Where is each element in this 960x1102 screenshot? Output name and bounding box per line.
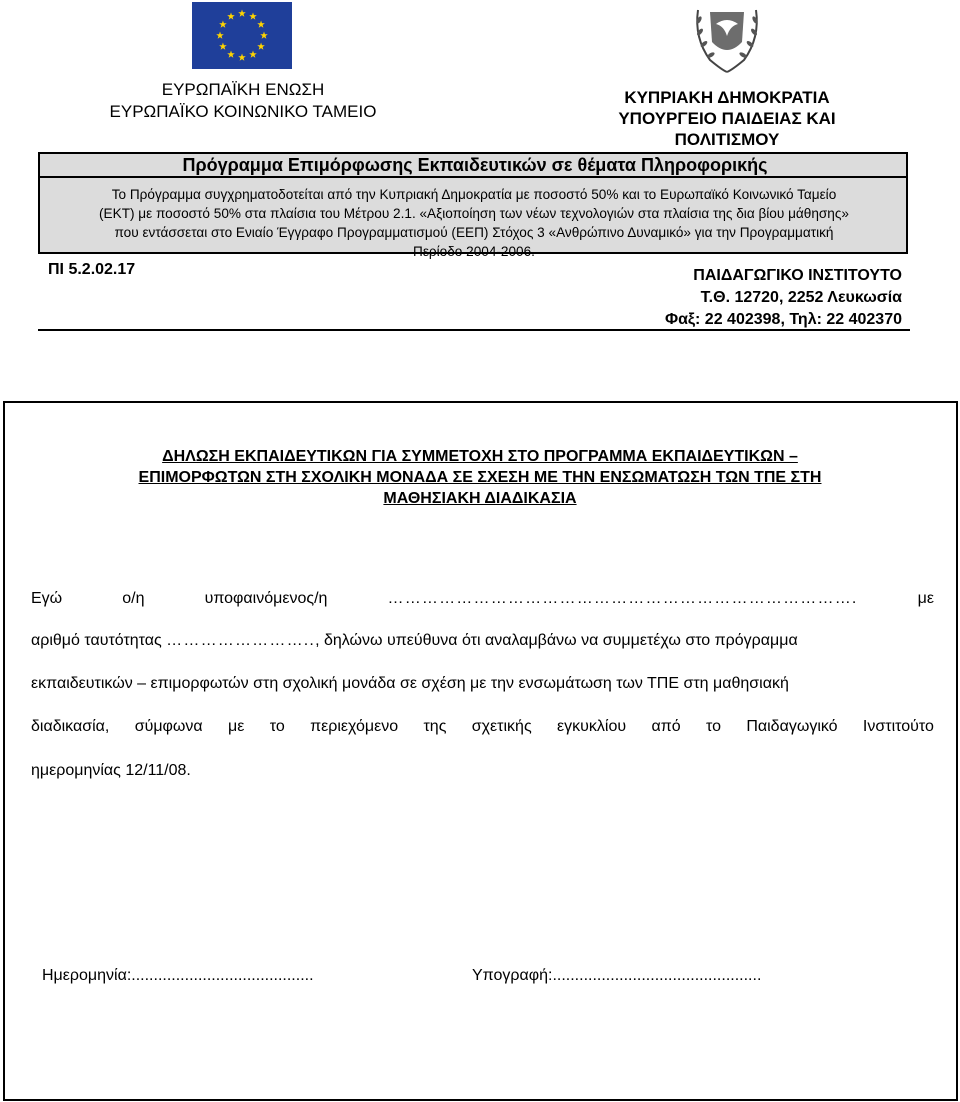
- institute-address: Τ.Θ. 12720, 2252 Λευκωσία: [700, 289, 902, 306]
- eu-star-icon: [260, 32, 268, 39]
- form-title-line: ΔΗΛΩΣΗ ΕΚΠΑΙΔΕΥΤΙΚΩΝ ΓΙΑ ΣΥΜΜΕΤΟΧΗ ΣΤΟ ΠΡΟΓΡΑΜΜΑ ΕΚΠΑΙΔΕΥΤΙΚΩΝ –: [162, 448, 798, 465]
- eu-star-icon: [216, 32, 224, 39]
- declaration-word: διαδικασία,: [31, 718, 110, 735]
- eu-star-icon: [249, 51, 257, 58]
- name-blank-field[interactable]: ……………………………………………………………………….: [387, 590, 858, 607]
- id-number-blank-field[interactable]: ……………………..: [166, 632, 316, 649]
- institute-name: ΠΑΙΔΑΓΩΓΙΚΟ ΙΝΣΤΙΤΟΥΤΟ: [693, 267, 902, 284]
- signature-field[interactable]: Υπογραφή:...............................................: [472, 967, 762, 984]
- declaration-word: με: [917, 590, 934, 607]
- declaration-word: εγκυκλίου: [557, 718, 627, 735]
- declaration-word: το: [705, 718, 721, 735]
- declaration-word: από: [651, 718, 681, 735]
- header-bottom-rule: [38, 329, 910, 331]
- institute-contact: Φαξ: 22 402398, Τηλ: 22 402370: [664, 311, 902, 328]
- program-title: Πρόγραμμα Επιμόρφωσης Εκπαιδευτικών σε θέματα Πληροφορικής: [182, 155, 768, 175]
- eu-star-icon: [257, 21, 265, 28]
- declaration-line-5: ημερομηνίας 12/11/08.: [31, 762, 191, 779]
- declaration-word: Παιδαγωγικό: [746, 718, 838, 735]
- declaration-line-3: εκπαιδευτικών – επιμορφωτών στη σχολική μονάδα σε σχέση με την ενσωμάτωση των ΤΠΕ στη μαθησιακή: [31, 675, 789, 692]
- program-desc-line: Περίοδο 2004-2006.: [413, 244, 535, 259]
- declaration-line-2: [31, 631, 934, 651]
- declaration-line-4: [31, 717, 934, 737]
- cy-header-line-1: ΚΥΠΡΙΑΚΗ ΔΗΜΟΚΡΑΤΙΑ: [624, 88, 830, 107]
- declaration-word: της: [423, 718, 447, 735]
- declaration-word: Ινστιτούτο: [862, 718, 934, 735]
- date-field[interactable]: Ημερομηνία:.........................................: [42, 967, 314, 984]
- form-title-line: ΜΑΘΗΣΙΑΚΗ ΔΙΑΔΙΚΑΣΙΑ: [383, 490, 577, 507]
- eu-header-line-1: ΕΥΡΩΠΑΪΚΗ ΕΝΩΣΗ: [161, 80, 325, 99]
- cyprus-emblem-icon: [688, 2, 766, 74]
- declaration-word: με: [228, 718, 245, 735]
- form-title-line: ΕΠΙΜΟΡΦΩΤΩΝ ΣΤΗ ΣΧΟΛΙΚΗ ΜΟΝΑΔΑ ΣΕ ΣΧΕΣΗ ΜΕ ΤΗΝ ΕΝΣΩΜΑΤΩΣΗ ΤΩΝ ΤΠΕ ΣΤΗ: [138, 469, 822, 486]
- declaration-word: περιεχόμενο: [310, 718, 399, 735]
- cy-header-line-2: ΥΠΟΥΡΓΕΙΟ ΠΑΙΔΕΙΑΣ ΚΑΙ: [618, 109, 836, 128]
- eu-star-icon: [227, 12, 235, 19]
- eu-star-icon: [257, 43, 265, 50]
- declaration-text: , δηλώνω υπεύθυνα ότι αναλαμβάνω να συμμετέχω στο πρόγραμμα: [315, 632, 798, 649]
- eu-star-icon: [219, 43, 227, 50]
- cy-header-line-3: ΠΟΛΙΤΙΣΜΟΥ: [674, 130, 780, 149]
- reference-code: ΠΙ 5.2.02.17: [48, 261, 136, 278]
- id-label: αριθμό ταυτότητας: [31, 632, 167, 649]
- declaration-word: σύμφωνα: [134, 718, 203, 735]
- declaration-line-1: [31, 589, 934, 609]
- eu-star-icon: [249, 12, 257, 19]
- eu-star-icon: [227, 51, 235, 58]
- program-desc-line: (ΕΚΤ) με ποσοστό 50% στα πλαίσια του Μέτρου 2.1. «Αξιοποίηση των νέων τεχνολογιών στα πλαίσια της δια βίου μάθησης»: [99, 206, 849, 221]
- program-desc-line: Το Πρόγραμμα συγχρηματοδοτείται από την Κυπριακή Δημοκρατία με ποσοστό 50% και το Ευρωπαϊκό Κοινωνικό Ταμείο: [111, 187, 837, 202]
- eu-flag-icon: [192, 2, 292, 69]
- eu-header-line-2: ΕΥΡΩΠΑΪΚΟ ΚΟΙΝΩΝΙΚΟ ΤΑΜΕΙΟ: [109, 102, 377, 121]
- declaration-word: υποφαινόμενος/η: [204, 590, 328, 607]
- program-desc-line: που εντάσσεται στο Ενιαίο Έγγραφο Προγραμματισμού (ΕΕΠ) Στόχος 3 «Ανθρώπινο Δυναμικό» για την Προγραμματική: [114, 225, 834, 240]
- declaration-word: σχετικής: [471, 718, 532, 735]
- form-title: [30, 446, 930, 509]
- declaration-word: ο/η: [122, 590, 145, 607]
- program-description: [46, 185, 902, 261]
- declaration-word: το: [269, 718, 285, 735]
- eu-star-icon: [238, 10, 246, 17]
- eu-star-icon: [238, 54, 246, 61]
- eu-star-icon: [219, 21, 227, 28]
- declaration-word: Εγώ: [31, 590, 63, 607]
- program-title-divider: [38, 176, 908, 178]
